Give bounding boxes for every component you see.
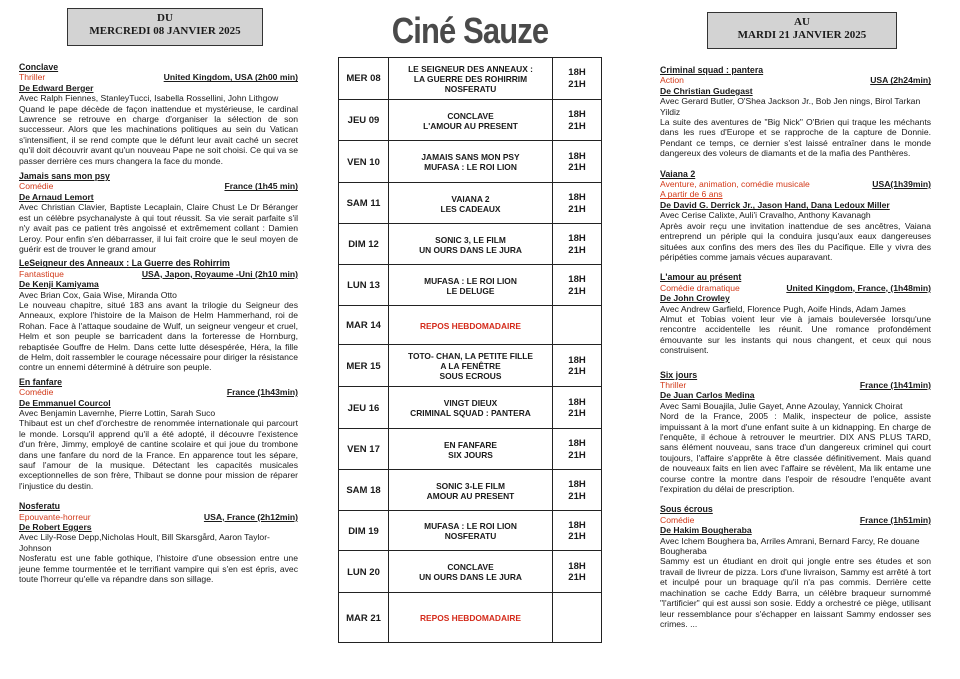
film-director: De Arnaud Lemort (19, 191, 94, 202)
schedule-day: MER 15 (346, 360, 381, 372)
film-genre: Thriller (19, 72, 46, 83)
schedule-film-title: LE SEIGNEUR DES ANNEAUX : (408, 63, 533, 74)
schedule-day: VEN 10 (347, 156, 380, 168)
schedule-day: LUN 20 (347, 566, 380, 578)
film-synopsis: Almut et Tobias voient leur vie à jamais bouleversée lorsqu'une rencontre accidentelle les réunit. Une romance profondément émouvante sur les instants qui nous changent, et ceux qui nous construisent. (660, 313, 931, 356)
schedule-time: 21H (568, 408, 586, 419)
schedule-film-title: MUFASA : LE ROI LION (424, 521, 517, 531)
schedule-times (553, 274, 601, 297)
schedule-times (553, 355, 601, 378)
end-date-label: AU (794, 16, 810, 28)
schedule-day: LUN 13 (347, 280, 380, 291)
film-genre: Comédie (660, 514, 695, 525)
film-age-rating: A partir de 6 ans (660, 189, 723, 200)
film-origin: United Kingdom, France, (1h48min) (786, 282, 931, 293)
schedule-films (388, 224, 553, 265)
schedule-time: 18H (568, 150, 586, 162)
schedule-day: DIM 19 (348, 525, 379, 537)
film-entry (19, 377, 298, 491)
film-director: De Kenji Kamiyama (19, 279, 99, 290)
schedule-time: 18H (568, 274, 586, 285)
schedule-row (339, 592, 601, 643)
schedule-film-title: MUFASA : LE ROI LION (424, 162, 517, 172)
schedule-day: VEN 17 (347, 444, 380, 455)
schedule-film-title: VAIANA 2 (451, 193, 490, 204)
film-genre-row (660, 380, 931, 390)
film-origin: USA, Japon, Royaume -Uni (2h10 min) (141, 268, 298, 279)
end-date-box (707, 12, 897, 49)
film-cast: Avec Gerard Butler, O'Shea Jackson Jr., Bob Jen nings, Birol Tarkan Yildiz (660, 96, 921, 117)
film-synopsis: Nord de la France, 2005 : Malik, inspecteur de police, assiste impuissant à la mort d'une enfant suite à un kidnapping. En charge de l'enquête, il échoue à retrouver le meurtrier. DIX ANS PLUS TARD, sans élément nouveau, sans trace d'un dangereux criminel qui court toujours, l'affaire s'apprête à être classée définitivement. Mais quand de nouveaux faits en lien avec l'affaire se révèlent, Ma lik entame une course contre la montre dans l'espoir de résoudre l'enquête avant l'expiration du délai de prescription. (660, 411, 931, 495)
schedule-day: JEU 16 (347, 402, 380, 414)
film-origin: United Kingdom, USA (2h00 min) (163, 72, 298, 83)
schedule-times (553, 479, 601, 502)
schedule-film-title: SONIC 3, LE FILM (435, 234, 506, 245)
schedule-row (339, 386, 601, 429)
schedule-times (553, 109, 601, 132)
film-director: De Emmanuel Courcol (19, 397, 111, 408)
film-entry (19, 62, 298, 166)
schedule-film-title: SIX JOURS (448, 449, 493, 460)
schedule-row (339, 182, 601, 224)
film-entry (660, 272, 931, 355)
schedule-times (553, 561, 601, 584)
film-synopsis: Avec Christian Clavier, Baptiste Lecaplain, Claire Chust Le Dr Béranger est un célèbre psychanalyste à qui tout réussit. Sa vie serait parfaite s'il n'y avait pas ce patient très angoissé et extrêmement collant : Damien Leroy. Pour enfin s'en débarrasser, il lui fait croire que le seul moyen de guérir est de trouver le grand amour (19, 202, 298, 254)
schedule-times (553, 397, 601, 420)
schedule-film-title: TOTO- CHAN, LA PETITE FILLE (407, 351, 533, 361)
schedule-film-title: NOSFERATU (444, 83, 497, 94)
schedule-table (338, 57, 602, 643)
schedule-day: MER 08 (346, 73, 381, 84)
schedule-time: 21H (568, 162, 586, 173)
schedule-time: 18H (568, 438, 586, 449)
film-genre-row (19, 181, 298, 191)
schedule-film-title: CONCLAVE (447, 562, 494, 572)
schedule-film-title: CRIMINAL SQUAD : PANTERA (410, 408, 531, 418)
schedule-row (339, 510, 601, 551)
film-origin: USA, France (2h12min) (203, 511, 298, 522)
film-synopsis: Quand le pape décède de façon inattendue et mystérieuse, le cardinal Lawrence se retrouve en charge d'organiser la sélection de son successeur. Alors que les machinations politiques au sein du Vatican s'intensifient, il se rend compte que le défunt leur avait caché un secret qu'il doit découvrir avant qu'un nouveau Pape ne soit choisi. Ce qui va se passer derrière ces murs changera la face du monde. (19, 103, 298, 166)
schedule-time: 21H (568, 285, 586, 297)
film-title: Six jours (660, 369, 698, 380)
film-entry (19, 258, 298, 372)
schedule-films (388, 470, 553, 511)
film-cast: Avec Benjamin Lavernhe, Pierre Lottin, Sarah Suco (19, 408, 216, 418)
film-cast: Avec Ralph Fiennes, StanleyTucci, Isabella Rossellini, John Lithgow (19, 93, 279, 104)
schedule-row (339, 264, 601, 306)
schedule-time: 18H (568, 192, 586, 203)
schedule-films (388, 551, 553, 593)
film-title: Sous écrous (660, 504, 713, 515)
cinema-title: Ciné Sauze (391, 10, 549, 51)
schedule-films (388, 58, 553, 99)
film-director: De Juan Carlos Medina (660, 390, 755, 401)
schedule-film-title: VINGT DIEUX (443, 398, 498, 408)
schedule-row (339, 428, 601, 470)
schedule-time: 18H (568, 396, 586, 408)
schedule-row (339, 58, 601, 99)
schedule-film-title: UN OURS DANS LE JURA (419, 244, 522, 255)
schedule-row (339, 99, 601, 141)
closed-notice (388, 593, 553, 643)
end-date: MARDI 21 JANVIER 2025 (737, 29, 867, 41)
schedule-time: 21H (568, 78, 586, 90)
film-genre: Fantastique (19, 268, 64, 279)
schedule-film-title: SOUS ECROUS (439, 371, 502, 381)
schedule-films (388, 511, 553, 551)
schedule-day: JEU 09 (347, 115, 380, 126)
film-synopsis: Nosferatu est une fable gothique, l'histoire d'une obsession entre une jeune femme tourmentée et le terrifiant vampire qui s'en est épris, avec toute l'horreur qu'elle va répandre dans son sillage. (19, 553, 298, 585)
film-synopsis: Après avoir reçu une invitation inattendue de ses ancêtres, Vaiana entreprend un périple qui la conduira jusqu'aux eaux dangereuses situées aux confins des mers des îles du Pacifique. Elle y vivra des péripéties comme jamais vécues auparavant. (660, 220, 931, 262)
film-genre: Comédie dramatique (660, 282, 740, 293)
film-origin: USA(1h39min) (872, 179, 931, 190)
schedule-film-title: UN OURS DANS LE JURA (419, 572, 522, 582)
film-genre-row (660, 515, 931, 525)
film-director: De David G. Derrick Jr., Jason Hand, Dana Ledoux Miller (660, 199, 890, 210)
film-title: Vaiana 2 (660, 168, 696, 179)
schedule-film-title: NOSFERATU (444, 531, 497, 541)
schedule-row (339, 140, 601, 183)
film-cast: Avec Ichem Boughera ba, Arriles Amrani, Bernard Farcy, Re douane Bougheraba (660, 535, 920, 557)
schedule-time: 18H (568, 519, 586, 531)
schedule-times (553, 192, 601, 215)
schedule-times (553, 151, 601, 174)
schedule-day: SAM 18 (346, 485, 381, 496)
schedule-film-title: REPOS HEBDOMADAIRE (420, 613, 521, 623)
schedule-times (553, 67, 601, 90)
film-entry (19, 171, 298, 254)
film-origin: France (1h43min) (226, 387, 298, 398)
schedule-day: MAR 14 (346, 320, 381, 331)
schedule-films (388, 100, 553, 141)
schedule-films (388, 265, 553, 306)
film-genre-row (660, 75, 931, 85)
film-synopsis: Thibaut est un chef d'orchestre de renommée internationale qui parcourt le monde. Lorsqu'il apprend qu'il a été adopté, il découvre l'existence d'un frère, Jimmy, employé de cantine scolaire et qui joue du trombone dans une fanfare du nord de la France. En apparence tout les sépare, sauf l'amour de la musique. Détectant les capacités musicales exceptionnelles de son frère, Thibaut se donne pour mission de réparer l'injustice du destin. (19, 418, 298, 491)
schedule-film-title: EN FANFARE (443, 439, 498, 450)
film-genre: Thriller (660, 379, 687, 390)
schedule-times (553, 233, 601, 256)
schedule-time: 18H (568, 354, 586, 366)
schedule-time: 21H (568, 120, 586, 132)
film-entry (660, 169, 931, 263)
film-genre-row (19, 387, 298, 397)
schedule-time: 21H (568, 490, 586, 502)
schedule-day: MAR 21 (346, 612, 381, 624)
schedule-films (388, 183, 553, 224)
schedule-film-title: AMOUR AU PRESENT (426, 490, 515, 501)
film-director: De Christian Gudegast (660, 85, 753, 96)
schedule-time: 21H (568, 531, 586, 542)
start-date-box (67, 8, 263, 46)
schedule-time: 21H (568, 244, 586, 256)
schedule-films (388, 387, 553, 429)
film-origin: France (1h51min) (859, 514, 931, 525)
schedule-time: 18H (568, 67, 586, 78)
schedule-time: 21H (568, 449, 586, 461)
film-origin: France (1h41min) (859, 379, 931, 390)
schedule-row (339, 305, 601, 345)
schedule-film-title: LE DELUGE (446, 285, 495, 296)
film-genre-row (660, 179, 931, 189)
film-entry (660, 65, 931, 159)
film-synopsis: Sammy est un étudiant en droit qui jongle entre ses études et son travail de livreur de pizza. Lors d'une livraison, Sammy est arrêté à tort et inculpé pour un braquage qu'il n'a pas commis. Derrière cette machination se cache Eddy Barra, un célèbre braqueur surnommé "l'artificier" qui est aussi son sosie. Eddy a orchestré ce piège, utilisant leur ressemblance pour s'échapper en laissant Sammy endosser ses crimes. ... (660, 556, 931, 629)
right-film-column (660, 65, 931, 629)
schedule-day: DIM 12 (348, 239, 379, 250)
start-date-label: DU (157, 12, 173, 24)
schedule-film-title: LA GUERRE DES ROHIRRIM (413, 73, 528, 84)
film-cast: Avec Sami Bouajila, Julie Gayet, Anne Azoulay, Yannick Choirat (660, 400, 903, 411)
schedule-films (388, 141, 553, 183)
film-title: Jamais sans mon psy (19, 171, 110, 182)
film-title: LeSeigneur des Anneaux : La Guerre des Rohirrim (19, 258, 230, 269)
schedule-film-title: JAMAIS SANS MON PSY (421, 152, 520, 162)
film-title: Nosferatu (19, 501, 61, 512)
film-genre: Action (660, 75, 684, 86)
film-director: De Hakim Bougheraba (660, 525, 752, 536)
schedule-times (553, 520, 601, 543)
start-date: MERCREDI 08 JANVIER 2025 (89, 25, 241, 37)
schedule-film-title: SONIC 3-LE FILM (436, 480, 505, 491)
schedule-time: 18H (568, 109, 586, 120)
film-genre-row (660, 283, 931, 293)
schedule-time: 21H (568, 366, 586, 377)
film-cast: Avec Lily-Rose Depp,Nicholas Hoult, Bill Skarsgård, Aaron Taylor-Johnson (19, 532, 270, 553)
film-entry (19, 501, 298, 584)
film-cast: Avec Andrew Garfield, Florence Pugh, Aoife Hinds, Adam James (660, 303, 906, 314)
closed-notice (388, 306, 553, 345)
film-title: L'amour au présent (660, 272, 742, 283)
schedule-time: 21H (568, 572, 586, 583)
film-title: En fanfare (19, 376, 63, 387)
film-title: Conclave (19, 62, 59, 72)
film-title: Criminal squad : pantera (660, 65, 764, 75)
film-cast: Avec Cerise Calixte, Auli'i Cravalho, Anthony Kavanagh (660, 210, 871, 221)
schedule-film-title: L'AMOUR AU PRESENT (423, 120, 518, 131)
film-director: De Edward Berger (19, 82, 94, 93)
left-film-column (19, 62, 298, 585)
schedule-film-title: CONCLAVE (447, 110, 494, 121)
schedule-day: SAM 11 (346, 198, 381, 209)
schedule-time: 18H (568, 560, 586, 572)
film-director: De Robert Eggers (19, 522, 92, 533)
film-genre-row (19, 269, 298, 279)
schedule-film-title: MUFASA : LE ROI LION (424, 275, 517, 286)
schedule-film-title: LES CADEAUX (440, 203, 501, 214)
film-genre: Comédie (19, 387, 54, 398)
film-entry (660, 370, 931, 495)
schedule-row (339, 469, 601, 511)
schedule-times (553, 438, 601, 461)
schedule-time: 18H (568, 233, 586, 244)
film-synopsis: Le nouveau chapitre, situé 183 ans avant la trilogie du Seigneur des Anneaux, explore l'histoire de la Maison de Helm Hammerhand, roi de Rohan. Face à l'attaque soudaine de Wulf, un seigneur vengeur et cruel, Helm et son peuple se barricadent dans la forteresse de Hornburg, rebaptisée Gouffre de Helm. Dans cette lutte désespérée, Héra, la fille de Helm, doit rassembler le courage nécessaire pour diriger la résistance contre un ennemi déterminé à détruire son peuple. (19, 299, 298, 373)
schedule-time: 18H (568, 479, 586, 490)
film-genre-row (19, 512, 298, 522)
film-genre: Comédie (19, 181, 54, 192)
film-genre: Aventure, animation, comédie musicale (660, 179, 810, 190)
schedule-films (388, 429, 553, 470)
film-origin: USA (2h24min) (870, 75, 931, 86)
film-origin: France (1h45 min) (224, 181, 298, 192)
schedule-film-title: REPOS HEBDOMADAIRE (420, 320, 521, 331)
film-genre: Epouvante-horreur (19, 511, 91, 522)
schedule-row (339, 223, 601, 265)
schedule-film-title: A LA FENÊTRE (440, 361, 501, 371)
film-director: De John Crowley (660, 293, 730, 304)
schedule-time: 21H (568, 203, 586, 215)
film-entry (660, 504, 931, 629)
film-synopsis: La suite des aventures de "Big Nick" O'Brien qui traque les méchants dans les rues d'Europe et se rapproche de la capture de Donnie. Pendant ce temps, ce dernier s'est laissé entraîner dans le monde dangereux des voleurs de diamants et de la mafia des Panthères. (660, 117, 931, 159)
film-genre-row (19, 72, 298, 82)
schedule-films (388, 345, 553, 387)
schedule-row (339, 344, 601, 387)
schedule-row (339, 550, 601, 593)
film-cast: Avec Brian Cox, Gaia Wise, Miranda Otto (19, 289, 177, 300)
